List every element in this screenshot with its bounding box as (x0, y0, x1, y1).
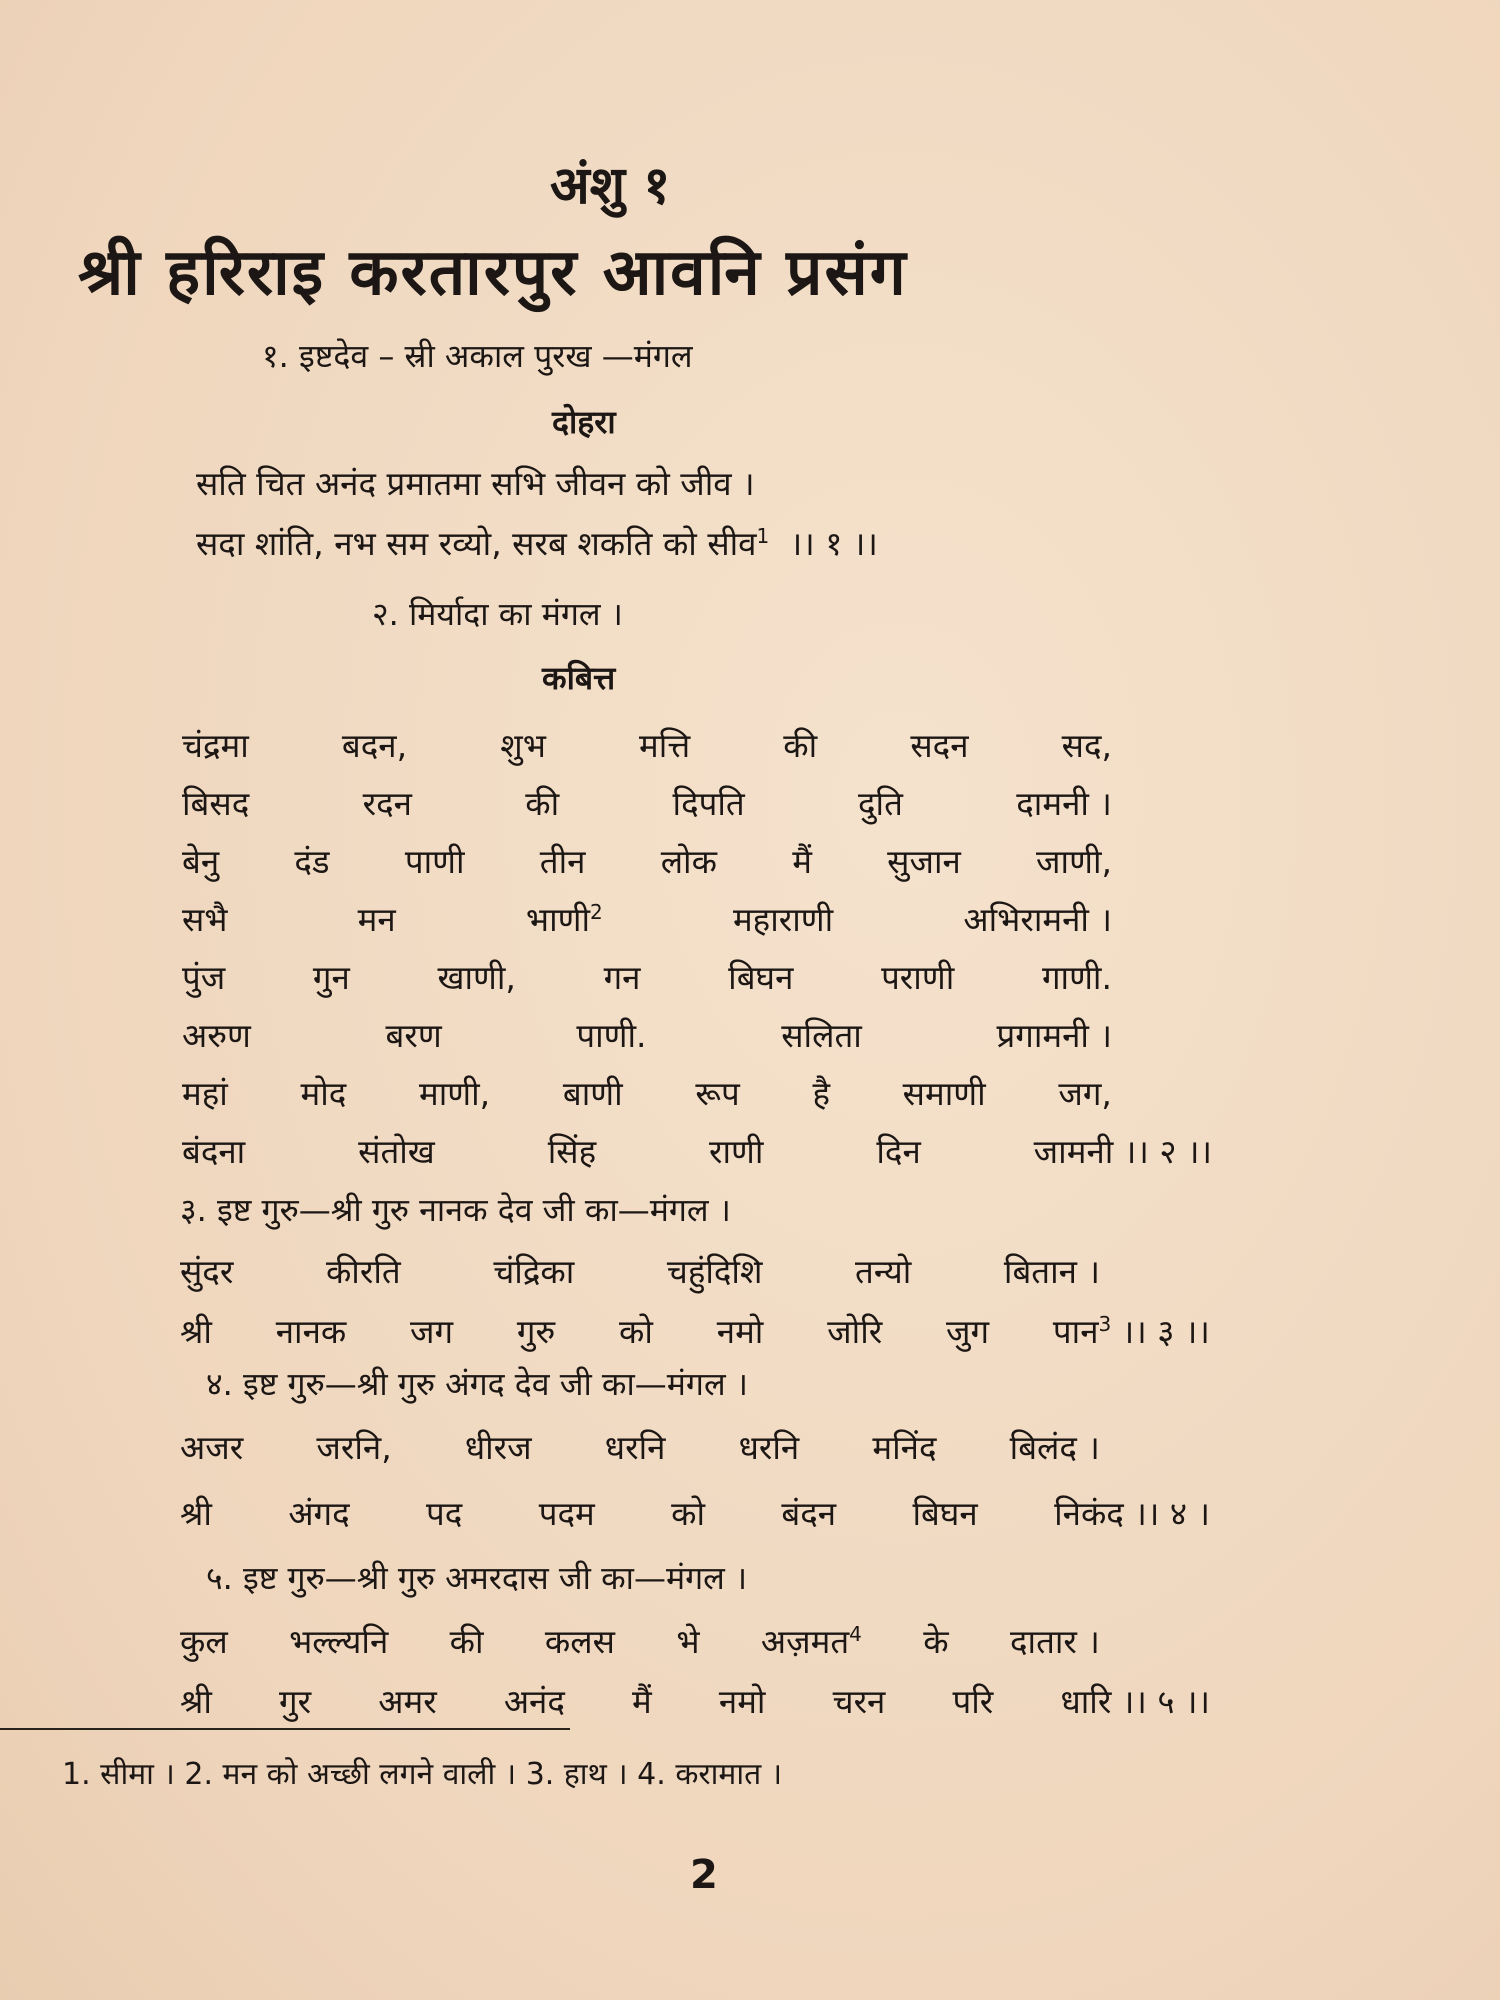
word: पाणी. (576, 1016, 647, 1055)
word: शुभ (500, 726, 546, 765)
section1-heading: १. इष्टदेव – स्री अकाल पुरख —मंगल (262, 337, 693, 375)
word: पराणी (881, 958, 955, 997)
section1-line2-text: सदा शांति, नभ सम रव्यो, सरब शकति को सीव (196, 524, 757, 563)
word: गाणी. (1041, 958, 1112, 997)
word: की (449, 1622, 484, 1661)
word: सुंदर (180, 1252, 234, 1291)
doha-line (180, 1308, 1210, 1353)
kabitt-line (182, 1070, 1112, 1115)
footnote-ref-3: 3 (1098, 1312, 1112, 1336)
word: गुरु (516, 1312, 556, 1351)
word: चंद्रमा (182, 726, 249, 765)
word: दामनी । (1016, 784, 1112, 823)
word: के (923, 1622, 949, 1661)
word: नमो (716, 1312, 764, 1351)
word: धरनि (604, 1428, 666, 1467)
kabitt-line (182, 838, 1112, 883)
word: जग, (1058, 1074, 1112, 1113)
word: धरनि (738, 1428, 800, 1467)
word: सलिता (781, 1016, 862, 1055)
kabitt-line (182, 954, 1112, 999)
word: पुंज (182, 958, 226, 997)
word: बेनु (182, 842, 220, 881)
doha-line (180, 1490, 1210, 1535)
word: कीरति (325, 1252, 401, 1291)
word: सिंह (547, 1132, 597, 1171)
kabitt-line (182, 780, 1112, 825)
word: जोरि (827, 1312, 883, 1351)
word: पदम (538, 1494, 595, 1533)
word: प्रगामनी । (996, 1016, 1112, 1055)
word: चहुंदिशि (666, 1252, 763, 1291)
section5-heading: ५. इष्ट गुरु—श्री गुरु अमरदास जी का—मंगल । (206, 1559, 748, 1597)
word: मन (357, 900, 396, 939)
word: की (525, 784, 560, 823)
word: अमर (378, 1682, 437, 1721)
word: चंद्रिका (493, 1252, 575, 1291)
word: मत्ति (639, 726, 691, 765)
word: बाणी (562, 1074, 623, 1113)
word: बिघन (912, 1494, 978, 1533)
doha-line (180, 1618, 1100, 1663)
word: भाणी (525, 900, 591, 939)
word: को (671, 1494, 706, 1533)
word: को (619, 1312, 653, 1351)
word: बरण (385, 1016, 442, 1055)
word: बिघन (728, 958, 794, 997)
section2-heading: २. मिर्यादा का मंगल । (372, 595, 623, 633)
kabitt-line (182, 722, 1112, 767)
word: श्री (180, 1494, 212, 1533)
section1-label: दोहरा (552, 403, 616, 441)
word: दातार । (1010, 1622, 1100, 1661)
page-title: श्री हरिराइ करतारपुर आवनि प्रसंग (78, 236, 908, 310)
word: पाणी (404, 842, 465, 881)
word: बिलंद । (1009, 1428, 1100, 1467)
word: मोद (300, 1074, 347, 1113)
word: गुन (312, 958, 350, 997)
word: कलस (544, 1622, 615, 1661)
word: दिन (876, 1132, 921, 1171)
word: सुजान (887, 842, 961, 881)
word: श्री (180, 1312, 212, 1351)
word: भे (676, 1622, 700, 1661)
word: अजर (180, 1428, 244, 1467)
footnotes: 1. सीमा । 2. मन को अच्छी लगने वाली । 3. हाथ । 4. करामात । (62, 1757, 783, 1792)
verse-number: ।। २ ।। (1123, 1132, 1212, 1171)
word: अभिरामनी । (963, 900, 1112, 939)
word: महाराणी (732, 900, 834, 939)
word: राणी (709, 1132, 764, 1171)
word: बिसद (182, 784, 250, 823)
word: तन्यो (855, 1252, 912, 1291)
word: भल्ल्यनि (289, 1622, 389, 1661)
word: तीन (539, 842, 586, 881)
word: दुति (858, 784, 903, 823)
kabitt-line (182, 1012, 1112, 1057)
word: बंदन (781, 1494, 837, 1533)
word: अरुण (182, 1016, 251, 1055)
word: संतोख (358, 1132, 435, 1171)
word: गन (603, 958, 641, 997)
verse-number: ।। ४ । (1134, 1494, 1210, 1533)
word: जाणी, (1036, 842, 1112, 881)
doha-line (180, 1424, 1100, 1469)
word: परि (952, 1682, 994, 1721)
footnote-ref-1: 1 (756, 524, 770, 548)
kabitt-line (182, 896, 1112, 941)
word: जरनि, (316, 1428, 392, 1467)
section3-heading: ३. इष्ट गुरु—श्री गुरु नानक देव जी का—मंगल । (180, 1191, 731, 1229)
word: रूप (695, 1074, 740, 1113)
word: गुर (279, 1682, 312, 1721)
verse-number: ।। ५ ।। (1121, 1682, 1210, 1721)
verse-number: ।। ३ ।। (1121, 1312, 1210, 1351)
word: है (812, 1074, 830, 1113)
word: कुल (180, 1622, 228, 1661)
word: सभै (182, 900, 228, 939)
word: मैं (792, 842, 812, 881)
footnote-divider (0, 1728, 570, 1730)
word: नमो (718, 1682, 766, 1721)
word: दिपति (672, 784, 745, 823)
section2-label: कबित्त (542, 659, 616, 697)
word: धीरज (464, 1428, 532, 1467)
word: मनिंद (872, 1428, 937, 1467)
page-number: 2 (690, 1852, 718, 1898)
word: अंगद (288, 1494, 350, 1533)
word: माणी, (419, 1074, 491, 1113)
footnote-ref-4: 4 (849, 1622, 862, 1646)
word: अनंद (503, 1682, 565, 1721)
word: लोक (660, 842, 717, 881)
word: सदन (910, 726, 969, 765)
word: बंदना (182, 1132, 246, 1171)
word: जुग (946, 1312, 990, 1351)
kabitt-line (182, 1128, 1212, 1173)
word: महां (182, 1074, 228, 1113)
word: बितान । (1003, 1252, 1100, 1291)
word: खाणी, (437, 958, 516, 997)
word: निकंद (1054, 1494, 1124, 1533)
chapter-heading: अंशु १ (550, 156, 671, 216)
word: श्री (180, 1682, 212, 1721)
doha-line (180, 1248, 1100, 1293)
word: जग (410, 1312, 454, 1351)
word: सद, (1061, 726, 1112, 765)
word: की (783, 726, 818, 765)
section4-heading: ४. इष्ट गुरु—श्री गुरु अंगद देव जी का—मंगल । (206, 1365, 748, 1403)
word: पान (1052, 1312, 1099, 1351)
word: पद (426, 1494, 463, 1533)
word: बदन, (341, 726, 408, 765)
word-with-footnote (526, 896, 603, 941)
word: समाणी (902, 1074, 986, 1113)
word: मैं (632, 1682, 652, 1721)
word: अज़मत (760, 1622, 850, 1661)
footnote-ref-2: 2 (590, 900, 603, 924)
word: रदन (362, 784, 412, 823)
word: दंड (294, 842, 330, 881)
word: जामनी (1033, 1132, 1114, 1171)
word: धारि (1060, 1682, 1112, 1721)
doha-line (180, 1678, 1210, 1723)
word: नानक (275, 1312, 347, 1351)
section1-line2 (196, 520, 878, 565)
word: चरन (832, 1682, 886, 1721)
verse-number: ।। १ ।। (789, 524, 878, 563)
section1-line1: सति चित अनंद प्रमातमा सभि जीवन को जीव । (196, 464, 755, 503)
